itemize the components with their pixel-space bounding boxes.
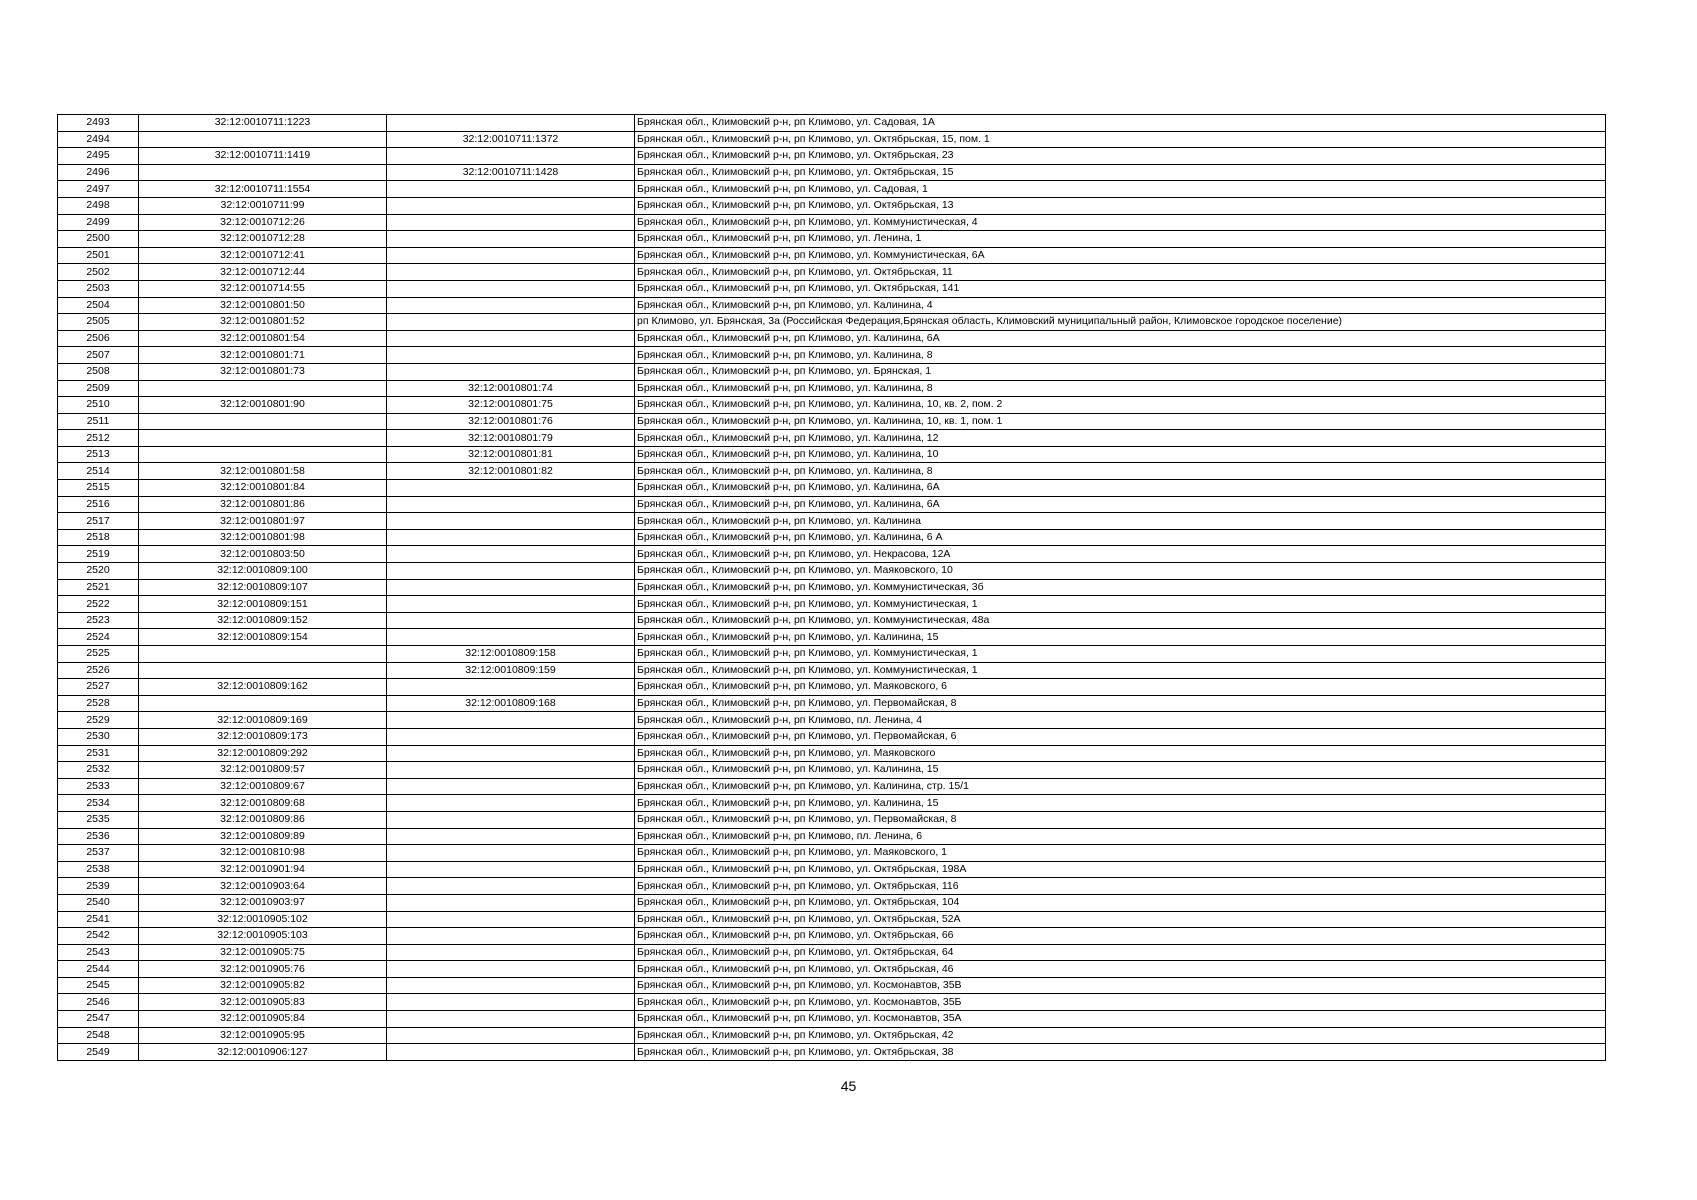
table-row bbox=[58, 828, 1606, 845]
address-cell: Брянская обл., Климовский р-н, рп Климово, ул. Маяковского, 1 bbox=[635, 845, 1606, 862]
address-cell: Брянская обл., Климовский р-н, рп Климово, ул. Маяковского bbox=[635, 745, 1606, 762]
cadastral-number-cell: 32:12:0010809:68 bbox=[139, 795, 387, 812]
cadastral-number-cell: 32:12:0010903:97 bbox=[139, 894, 387, 911]
table-row bbox=[58, 662, 1606, 679]
related-cadastral-number-cell bbox=[387, 197, 635, 214]
cadastral-number-cell: 32:12:0010809:67 bbox=[139, 778, 387, 795]
row-number-cell: 2512 bbox=[58, 430, 139, 447]
address-cell: Брянская обл., Климовский р-н, рп Климово, пл. Ленина, 4 bbox=[635, 712, 1606, 729]
cadastral-number-cell bbox=[139, 380, 387, 397]
row-number-cell: 2508 bbox=[58, 363, 139, 380]
cadastral-number-cell: 32:12:0010801:54 bbox=[139, 330, 387, 347]
address-cell: Брянская обл., Климовский р-н, рп Климово, ул. Октябрьская, 11 bbox=[635, 264, 1606, 281]
address-cell: Брянская обл., Климовский р-н, рп Климово, ул. Коммунистическая, 1 bbox=[635, 646, 1606, 663]
row-number-cell: 2523 bbox=[58, 612, 139, 629]
row-number-cell: 2529 bbox=[58, 712, 139, 729]
related-cadastral-number-cell bbox=[387, 712, 635, 729]
table-row bbox=[58, 762, 1606, 779]
table-row bbox=[58, 845, 1606, 862]
address-cell: Брянская обл., Климовский р-н, рп Климово, ул. Калинина, 8 bbox=[635, 347, 1606, 364]
row-number-cell: 2531 bbox=[58, 745, 139, 762]
related-cadastral-number-cell: 32:12:0010801:82 bbox=[387, 463, 635, 480]
row-number-cell: 2530 bbox=[58, 728, 139, 745]
cadastral-number-cell: 32:12:0010711:1419 bbox=[139, 148, 387, 165]
table-row bbox=[58, 330, 1606, 347]
row-number-cell: 2518 bbox=[58, 529, 139, 546]
address-cell: Брянская обл., Климовский р-н, рп Климово, ул. Октябрьская, 198А bbox=[635, 861, 1606, 878]
cadastral-number-cell: 32:12:0010803:50 bbox=[139, 546, 387, 563]
row-number-cell: 2538 bbox=[58, 861, 139, 878]
address-cell: Брянская обл., Климовский р-н, рп Климово, ул. Коммунистическая, 1 bbox=[635, 596, 1606, 613]
related-cadastral-number-cell: 32:12:0010801:76 bbox=[387, 413, 635, 430]
row-number-cell: 2510 bbox=[58, 397, 139, 414]
address-cell: Брянская обл., Климовский р-н, рп Климово, ул. Калинина bbox=[635, 513, 1606, 530]
address-cell: Брянская обл., Климовский р-н, рп Климово, ул. Октябрьская, 104 bbox=[635, 894, 1606, 911]
table-row bbox=[58, 446, 1606, 463]
address-cell: Брянская обл., Климовский р-н, рп Климово, ул. Калинина, 15 bbox=[635, 629, 1606, 646]
related-cadastral-number-cell: 32:12:0010809:158 bbox=[387, 646, 635, 663]
row-number-cell: 2497 bbox=[58, 181, 139, 198]
table-row bbox=[58, 264, 1606, 281]
address-cell: Брянская обл., Климовский р-н, рп Климово, ул. Калинина, 10, кв. 1, пом. 1 bbox=[635, 413, 1606, 430]
table-row bbox=[58, 878, 1606, 895]
address-cell: Брянская обл., Климовский р-н, рп Климово, ул. Калинина, 6А bbox=[635, 330, 1606, 347]
address-cell: Брянская обл., Климовский р-н, рп Климово, ул. Октябрьская, 38 bbox=[635, 1044, 1606, 1061]
row-number-cell: 2502 bbox=[58, 264, 139, 281]
address-cell: Брянская обл., Климовский р-н, рп Климово, ул. Калинина, 4 bbox=[635, 297, 1606, 314]
cadastral-number-cell: 32:12:0010801:86 bbox=[139, 496, 387, 513]
address-cell: Брянская обл., Климовский р-н, рп Климово, ул. Октябрьская, 15 bbox=[635, 164, 1606, 181]
table-row bbox=[58, 148, 1606, 165]
row-number-cell: 2501 bbox=[58, 247, 139, 264]
related-cadastral-number-cell: 32:12:0010801:74 bbox=[387, 380, 635, 397]
table-row bbox=[58, 745, 1606, 762]
table-row bbox=[58, 380, 1606, 397]
related-cadastral-number-cell bbox=[387, 231, 635, 248]
table-row bbox=[58, 911, 1606, 928]
table-row bbox=[58, 679, 1606, 696]
table-row bbox=[58, 861, 1606, 878]
address-cell: Брянская обл., Климовский р-н, рп Климово, ул. Калинина, 6А bbox=[635, 496, 1606, 513]
table-row bbox=[58, 1027, 1606, 1044]
related-cadastral-number-cell bbox=[387, 977, 635, 994]
related-cadastral-number-cell bbox=[387, 612, 635, 629]
cadastral-number-cell: 32:12:0010809:100 bbox=[139, 563, 387, 580]
related-cadastral-number-cell bbox=[387, 314, 635, 331]
address-cell: Брянская обл., Климовский р-н, рп Климово, ул. Калинина, 8 bbox=[635, 380, 1606, 397]
related-cadastral-number-cell bbox=[387, 1027, 635, 1044]
cadastral-number-cell: 32:12:0010905:102 bbox=[139, 911, 387, 928]
row-number-cell: 2549 bbox=[58, 1044, 139, 1061]
cadastral-number-cell: 32:12:0010711:1223 bbox=[139, 115, 387, 132]
row-number-cell: 2547 bbox=[58, 1011, 139, 1028]
related-cadastral-number-cell bbox=[387, 861, 635, 878]
row-number-cell: 2511 bbox=[58, 413, 139, 430]
table-row bbox=[58, 197, 1606, 214]
related-cadastral-number-cell bbox=[387, 828, 635, 845]
address-cell: Брянская обл., Климовский р-н, рп Климово, ул. Маяковского, 10 bbox=[635, 563, 1606, 580]
table-row bbox=[58, 712, 1606, 729]
related-cadastral-number-cell bbox=[387, 1011, 635, 1028]
row-number-cell: 2544 bbox=[58, 961, 139, 978]
row-number-cell: 2528 bbox=[58, 695, 139, 712]
address-cell: Брянская обл., Климовский р-н, рп Климово, ул. Калинина, 6 А bbox=[635, 529, 1606, 546]
address-cell: Брянская обл., Климовский р-н, рп Климово, ул. Некрасова, 12А bbox=[635, 546, 1606, 563]
address-cell: Брянская обл., Климовский р-н, рп Климово, ул. Брянская, 1 bbox=[635, 363, 1606, 380]
cadastral-number-cell: 32:12:0010801:90 bbox=[139, 397, 387, 414]
row-number-cell: 2505 bbox=[58, 314, 139, 331]
address-cell: Брянская обл., Климовский р-н, рп Климово, ул. Октябрьская, 13 bbox=[635, 197, 1606, 214]
row-number-cell: 2495 bbox=[58, 148, 139, 165]
address-cell: Брянская обл., Климовский р-н, рп Климово, ул. Космонавтов, 35А bbox=[635, 1011, 1606, 1028]
related-cadastral-number-cell bbox=[387, 795, 635, 812]
row-number-cell: 2541 bbox=[58, 911, 139, 928]
related-cadastral-number-cell bbox=[387, 778, 635, 795]
related-cadastral-number-cell bbox=[387, 563, 635, 580]
cadastral-number-cell: 32:12:0010809:86 bbox=[139, 811, 387, 828]
related-cadastral-number-cell bbox=[387, 181, 635, 198]
related-cadastral-number-cell bbox=[387, 480, 635, 497]
table-row bbox=[58, 994, 1606, 1011]
table-row bbox=[58, 795, 1606, 812]
related-cadastral-number-cell bbox=[387, 629, 635, 646]
row-number-cell: 2522 bbox=[58, 596, 139, 613]
related-cadastral-number-cell bbox=[387, 214, 635, 231]
cadastral-number-cell: 32:12:0010801:97 bbox=[139, 513, 387, 530]
related-cadastral-number-cell: 32:12:0010801:79 bbox=[387, 430, 635, 447]
table-row bbox=[58, 131, 1606, 148]
related-cadastral-number-cell bbox=[387, 579, 635, 596]
table-row bbox=[58, 430, 1606, 447]
related-cadastral-number-cell bbox=[387, 894, 635, 911]
row-number-cell: 2499 bbox=[58, 214, 139, 231]
table-row bbox=[58, 164, 1606, 181]
row-number-cell: 2536 bbox=[58, 828, 139, 845]
cadastral-number-cell: 32:12:0010801:71 bbox=[139, 347, 387, 364]
row-number-cell: 2507 bbox=[58, 347, 139, 364]
address-cell: Брянская обл., Климовский р-н, рп Климово, ул. Коммунистическая, 1 bbox=[635, 662, 1606, 679]
row-number-cell: 2517 bbox=[58, 513, 139, 530]
related-cadastral-number-cell: 32:12:0010809:159 bbox=[387, 662, 635, 679]
address-cell: Брянская обл., Климовский р-н, рп Климово, пл. Ленина, 6 bbox=[635, 828, 1606, 845]
cadastral-number-cell bbox=[139, 662, 387, 679]
row-number-cell: 2514 bbox=[58, 463, 139, 480]
address-cell: Брянская обл., Климовский р-н, рп Климово, ул. Калинина, 10, кв. 2, пом. 2 bbox=[635, 397, 1606, 414]
table-row bbox=[58, 513, 1606, 530]
table-row bbox=[58, 563, 1606, 580]
address-cell: Брянская обл., Климовский р-н, рп Климово, ул. Маяковского, 6 bbox=[635, 679, 1606, 696]
cadastral-number-cell: 32:12:0010801:73 bbox=[139, 363, 387, 380]
row-number-cell: 2533 bbox=[58, 778, 139, 795]
row-number-cell: 2519 bbox=[58, 546, 139, 563]
row-number-cell: 2515 bbox=[58, 480, 139, 497]
address-cell: Брянская обл., Климовский р-н, рп Климово, ул. Калинина, 8 bbox=[635, 463, 1606, 480]
table-row bbox=[58, 314, 1606, 331]
table-row bbox=[58, 397, 1606, 414]
cadastral-number-cell: 32:12:0010905:84 bbox=[139, 1011, 387, 1028]
related-cadastral-number-cell bbox=[387, 347, 635, 364]
cadastral-number-cell: 32:12:0010903:64 bbox=[139, 878, 387, 895]
address-cell: Брянская обл., Климовский р-н, рп Климово, ул. Калинина, стр. 15/1 bbox=[635, 778, 1606, 795]
table-row bbox=[58, 977, 1606, 994]
cadastral-number-cell: 32:12:0010712:26 bbox=[139, 214, 387, 231]
address-cell: Брянская обл., Климовский р-н, рп Климово, ул. Первомайская, 8 bbox=[635, 811, 1606, 828]
related-cadastral-number-cell bbox=[387, 961, 635, 978]
table-row bbox=[58, 546, 1606, 563]
cadastral-number-cell: 32:12:0010809:107 bbox=[139, 579, 387, 596]
table-row bbox=[58, 297, 1606, 314]
related-cadastral-number-cell bbox=[387, 546, 635, 563]
cadastral-number-cell: 32:12:0010809:151 bbox=[139, 596, 387, 613]
related-cadastral-number-cell: 32:12:0010809:168 bbox=[387, 695, 635, 712]
address-cell: Брянская обл., Климовский р-н, рп Климово, ул. Октябрьская, 15, пом. 1 bbox=[635, 131, 1606, 148]
address-cell: Брянская обл., Климовский р-н, рп Климово, ул. Садовая, 1А bbox=[635, 115, 1606, 132]
address-cell: Брянская обл., Климовский р-н, рп Климово, ул. Первомайская, 8 bbox=[635, 695, 1606, 712]
row-number-cell: 2527 bbox=[58, 679, 139, 696]
row-number-cell: 2534 bbox=[58, 795, 139, 812]
related-cadastral-number-cell bbox=[387, 596, 635, 613]
cadastral-number-cell bbox=[139, 646, 387, 663]
table-row bbox=[58, 728, 1606, 745]
address-cell: Брянская обл., Климовский р-н, рп Климово, ул. Космонавтов, 35В bbox=[635, 977, 1606, 994]
cadastral-number-cell: 32:12:0010809:169 bbox=[139, 712, 387, 729]
table-row bbox=[58, 596, 1606, 613]
cadastral-number-cell: 32:12:0010809:173 bbox=[139, 728, 387, 745]
table-body bbox=[58, 115, 1606, 1061]
row-number-cell: 2498 bbox=[58, 197, 139, 214]
row-number-cell: 2494 bbox=[58, 131, 139, 148]
cadastral-number-cell: 32:12:0010711:1554 bbox=[139, 181, 387, 198]
related-cadastral-number-cell bbox=[387, 728, 635, 745]
table-row bbox=[58, 480, 1606, 497]
cadastral-number-cell: 32:12:0010801:50 bbox=[139, 297, 387, 314]
cadastral-number-cell: 32:12:0010801:84 bbox=[139, 480, 387, 497]
row-number-cell: 2537 bbox=[58, 845, 139, 862]
cadastral-number-cell: 32:12:0010905:95 bbox=[139, 1027, 387, 1044]
related-cadastral-number-cell bbox=[387, 496, 635, 513]
row-number-cell: 2493 bbox=[58, 115, 139, 132]
table-row bbox=[58, 579, 1606, 596]
row-number-cell: 2520 bbox=[58, 563, 139, 580]
table-row bbox=[58, 629, 1606, 646]
address-cell: Брянская обл., Климовский р-н, рп Климово, ул. Октябрьская, 66 bbox=[635, 928, 1606, 945]
row-number-cell: 2539 bbox=[58, 878, 139, 895]
cadastral-number-cell bbox=[139, 413, 387, 430]
address-cell: Брянская обл., Климовский р-н, рп Климово, ул. Октябрьская, 23 bbox=[635, 148, 1606, 165]
table-row bbox=[58, 894, 1606, 911]
related-cadastral-number-cell bbox=[387, 148, 635, 165]
row-number-cell: 2500 bbox=[58, 231, 139, 248]
table-row bbox=[58, 181, 1606, 198]
related-cadastral-number-cell bbox=[387, 297, 635, 314]
cadastral-number-cell: 32:12:0010712:28 bbox=[139, 231, 387, 248]
table-row bbox=[58, 778, 1606, 795]
related-cadastral-number-cell bbox=[387, 330, 635, 347]
related-cadastral-number-cell: 32:12:0010801:75 bbox=[387, 397, 635, 414]
address-cell: Брянская обл., Климовский р-н, рп Климово, ул. Октябрьская, 42 bbox=[635, 1027, 1606, 1044]
address-cell: Брянская обл., Климовский р-н, рп Климово, ул. Калинина, 12 bbox=[635, 430, 1606, 447]
cadastral-number-cell: 32:12:0010801:58 bbox=[139, 463, 387, 480]
table-row bbox=[58, 247, 1606, 264]
related-cadastral-number-cell bbox=[387, 513, 635, 530]
table-row bbox=[58, 115, 1606, 132]
table-row bbox=[58, 496, 1606, 513]
address-cell: Брянская обл., Климовский р-н, рп Климово, ул. Калинина, 6А bbox=[635, 480, 1606, 497]
cadastral-number-cell: 32:12:0010906:127 bbox=[139, 1044, 387, 1061]
table-row bbox=[58, 612, 1606, 629]
row-number-cell: 2504 bbox=[58, 297, 139, 314]
row-number-cell: 2548 bbox=[58, 1027, 139, 1044]
table-row bbox=[58, 1011, 1606, 1028]
row-number-cell: 2545 bbox=[58, 977, 139, 994]
related-cadastral-number-cell bbox=[387, 529, 635, 546]
table-row bbox=[58, 1044, 1606, 1061]
related-cadastral-number-cell bbox=[387, 762, 635, 779]
related-cadastral-number-cell: 32:12:0010711:1428 bbox=[387, 164, 635, 181]
table-row bbox=[58, 961, 1606, 978]
row-number-cell: 2543 bbox=[58, 944, 139, 961]
table-row bbox=[58, 231, 1606, 248]
row-number-cell: 2532 bbox=[58, 762, 139, 779]
related-cadastral-number-cell bbox=[387, 280, 635, 297]
row-number-cell: 2509 bbox=[58, 380, 139, 397]
cadastral-number-cell: 32:12:0010712:41 bbox=[139, 247, 387, 264]
address-cell: Брянская обл., Климовский р-н, рп Климово, ул. Первомайская, 6 bbox=[635, 728, 1606, 745]
row-number-cell: 2496 bbox=[58, 164, 139, 181]
row-number-cell: 2525 bbox=[58, 646, 139, 663]
cadastral-number-cell: 32:12:0010809:292 bbox=[139, 745, 387, 762]
row-number-cell: 2503 bbox=[58, 280, 139, 297]
cadastral-number-cell bbox=[139, 164, 387, 181]
cadastral-number-cell bbox=[139, 131, 387, 148]
address-cell: Брянская обл., Климовский р-н, рп Климово, ул. Коммунистическая, 48а bbox=[635, 612, 1606, 629]
row-number-cell: 2542 bbox=[58, 928, 139, 945]
cadastral-number-cell: 32:12:0010809:57 bbox=[139, 762, 387, 779]
cadastral-number-cell: 32:12:0010711:99 bbox=[139, 197, 387, 214]
address-cell: Брянская обл., Климовский р-н, рп Климово, ул. Октябрьская, 141 bbox=[635, 280, 1606, 297]
address-cell: Брянская обл., Климовский р-н, рп Климово, ул. Октябрьская, 64 bbox=[635, 944, 1606, 961]
row-number-cell: 2516 bbox=[58, 496, 139, 513]
table-row bbox=[58, 695, 1606, 712]
cadastral-number-cell: 32:12:0010905:83 bbox=[139, 994, 387, 1011]
table-row bbox=[58, 463, 1606, 480]
related-cadastral-number-cell: 32:12:0010801:81 bbox=[387, 446, 635, 463]
address-cell: Брянская обл., Климовский р-н, рп Климово, ул. Коммунистическая, 6А bbox=[635, 247, 1606, 264]
cadastral-number-cell: 32:12:0010905:82 bbox=[139, 977, 387, 994]
related-cadastral-number-cell bbox=[387, 911, 635, 928]
related-cadastral-number-cell bbox=[387, 878, 635, 895]
table-row bbox=[58, 363, 1606, 380]
cadastral-number-cell: 32:12:0010809:162 bbox=[139, 679, 387, 696]
related-cadastral-number-cell bbox=[387, 115, 635, 132]
cadastral-number-cell: 32:12:0010712:44 bbox=[139, 264, 387, 281]
related-cadastral-number-cell bbox=[387, 994, 635, 1011]
address-cell: Брянская обл., Климовский р-н, рп Климово, ул. Садовая, 1 bbox=[635, 181, 1606, 198]
cadastral-number-cell: 32:12:0010801:52 bbox=[139, 314, 387, 331]
cadastral-table bbox=[57, 114, 1606, 1061]
cadastral-number-cell bbox=[139, 695, 387, 712]
row-number-cell: 2535 bbox=[58, 811, 139, 828]
cadastral-number-cell: 32:12:0010714:55 bbox=[139, 280, 387, 297]
cadastral-number-cell: 32:12:0010809:154 bbox=[139, 629, 387, 646]
table-row bbox=[58, 214, 1606, 231]
address-cell: Брянская обл., Климовский р-н, рп Климово, ул. Октябрьская, 116 bbox=[635, 878, 1606, 895]
cadastral-number-cell: 32:12:0010809:152 bbox=[139, 612, 387, 629]
cadastral-number-cell: 32:12:0010901:94 bbox=[139, 861, 387, 878]
related-cadastral-number-cell bbox=[387, 264, 635, 281]
address-cell: Брянская обл., Климовский р-н, рп Климово, ул. Октябрьская, 52А bbox=[635, 911, 1606, 928]
cadastral-number-cell: 32:12:0010905:103 bbox=[139, 928, 387, 945]
related-cadastral-number-cell bbox=[387, 679, 635, 696]
address-cell: Брянская обл., Климовский р-н, рп Климово, ул. Калинина, 10 bbox=[635, 446, 1606, 463]
address-cell: Брянская обл., Климовский р-н, рп Климово, ул. Космонавтов, 35Б bbox=[635, 994, 1606, 1011]
address-cell: Брянская обл., Климовский р-н, рп Климово, ул. Октябрьская, 46 bbox=[635, 961, 1606, 978]
address-cell: Брянская обл., Климовский р-н, рп Климово, ул. Калинина, 15 bbox=[635, 795, 1606, 812]
cadastral-number-cell bbox=[139, 430, 387, 447]
row-number-cell: 2540 bbox=[58, 894, 139, 911]
row-number-cell: 2521 bbox=[58, 579, 139, 596]
row-number-cell: 2506 bbox=[58, 330, 139, 347]
address-cell: Брянская обл., Климовский р-н, рп Климово, ул. Калинина, 15 bbox=[635, 762, 1606, 779]
table-row bbox=[58, 280, 1606, 297]
table-row bbox=[58, 811, 1606, 828]
related-cadastral-number-cell bbox=[387, 845, 635, 862]
table-row bbox=[58, 944, 1606, 961]
cadastral-number-cell bbox=[139, 446, 387, 463]
table-row bbox=[58, 529, 1606, 546]
address-cell: рп Климово, ул. Брянская, 3а (Российская Федерация,Брянская область, Климовский муниципальный район, Климовское городское поселение) bbox=[635, 314, 1606, 331]
address-cell: Брянская обл., Климовский р-н, рп Климово, ул. Коммунистическая, 3б bbox=[635, 579, 1606, 596]
table-row bbox=[58, 347, 1606, 364]
related-cadastral-number-cell bbox=[387, 928, 635, 945]
related-cadastral-number-cell bbox=[387, 247, 635, 264]
address-cell: Брянская обл., Климовский р-н, рп Климово, ул. Ленина, 1 bbox=[635, 231, 1606, 248]
table-row bbox=[58, 646, 1606, 663]
related-cadastral-number-cell: 32:12:0010711:1372 bbox=[387, 131, 635, 148]
address-cell: Брянская обл., Климовский р-н, рп Климово, ул. Коммунистическая, 4 bbox=[635, 214, 1606, 231]
cadastral-number-cell: 32:12:0010801:98 bbox=[139, 529, 387, 546]
related-cadastral-number-cell bbox=[387, 811, 635, 828]
cadastral-number-cell: 32:12:0010809:89 bbox=[139, 828, 387, 845]
row-number-cell: 2513 bbox=[58, 446, 139, 463]
cadastral-number-cell: 32:12:0010810:98 bbox=[139, 845, 387, 862]
page-number: 45 bbox=[840, 1078, 857, 1094]
related-cadastral-number-cell bbox=[387, 1044, 635, 1061]
row-number-cell: 2524 bbox=[58, 629, 139, 646]
table-row bbox=[58, 413, 1606, 430]
row-number-cell: 2526 bbox=[58, 662, 139, 679]
row-number-cell: 2546 bbox=[58, 994, 139, 1011]
cadastral-number-cell: 32:12:0010905:76 bbox=[139, 961, 387, 978]
related-cadastral-number-cell bbox=[387, 745, 635, 762]
table-row bbox=[58, 928, 1606, 945]
cadastral-number-cell: 32:12:0010905:75 bbox=[139, 944, 387, 961]
related-cadastral-number-cell bbox=[387, 944, 635, 961]
related-cadastral-number-cell bbox=[387, 363, 635, 380]
